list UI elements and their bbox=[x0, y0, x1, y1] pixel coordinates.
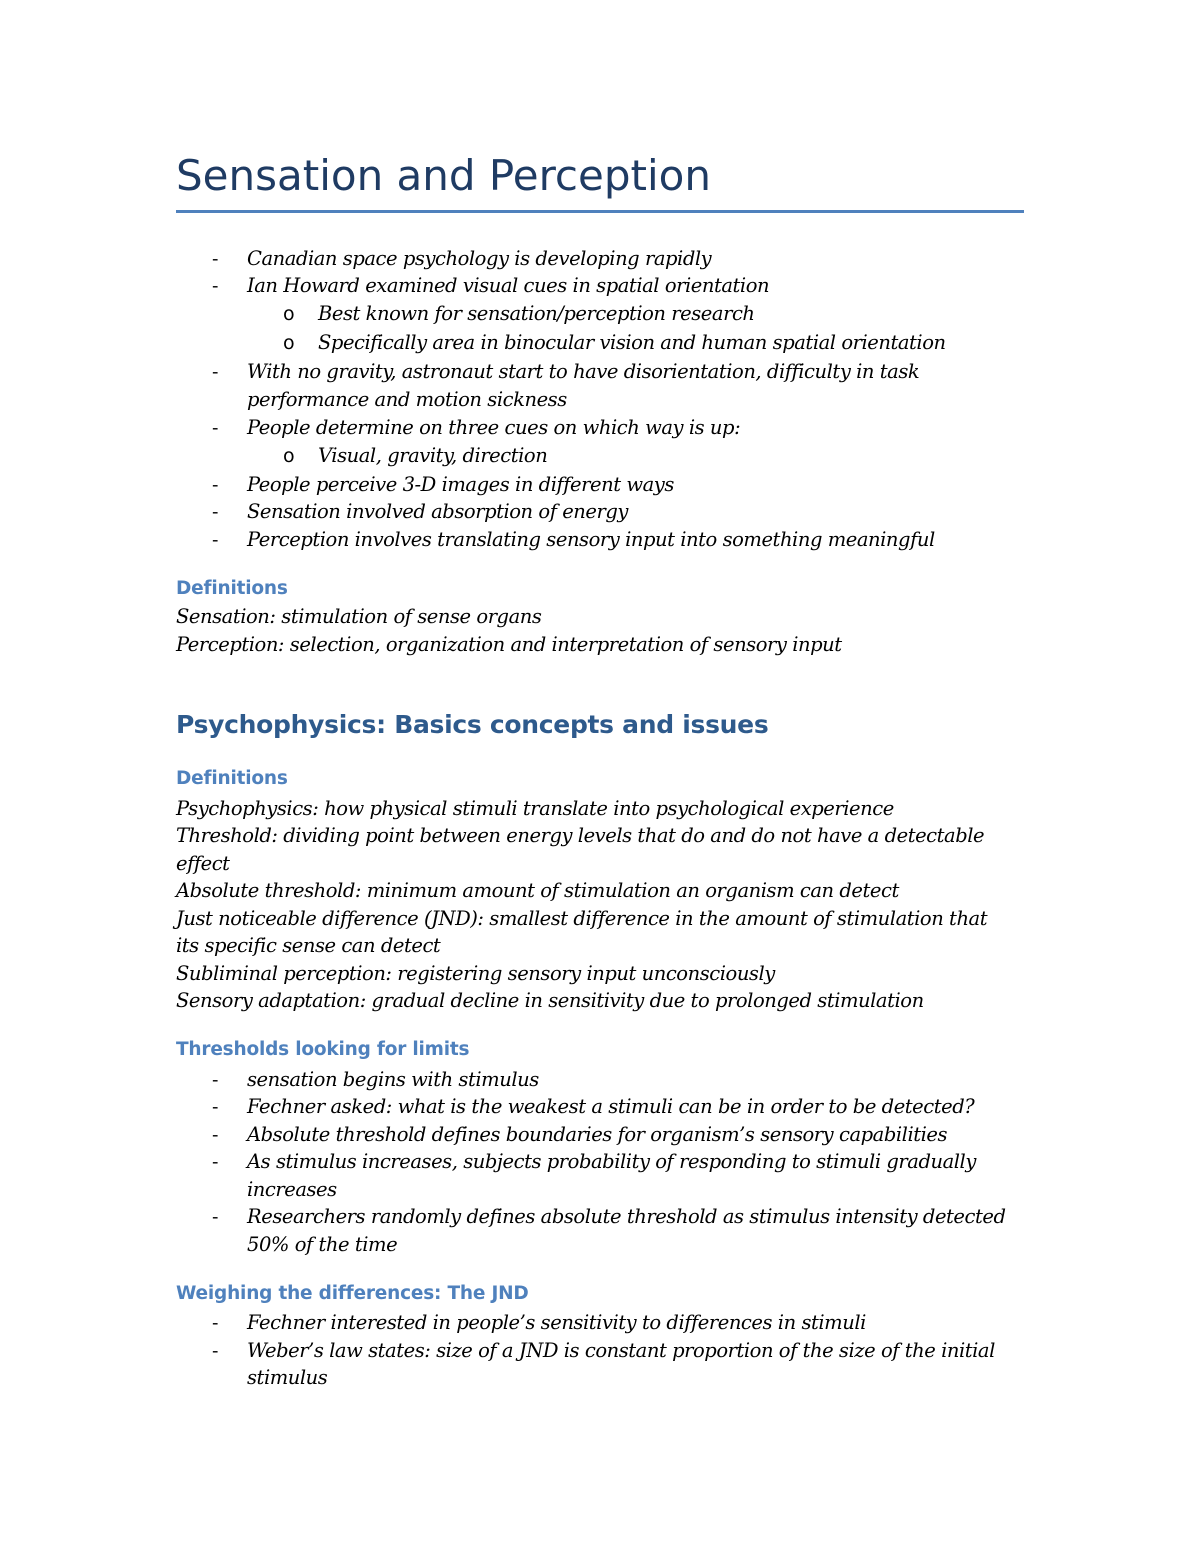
list-item: Researchers randomly defines absolute threshold as stimulus intensity detected bbox=[247, 1205, 1006, 1228]
definition-line: Sensory adaptation: gradual decline in sensitivity due to prolonged stimulation bbox=[176, 989, 924, 1012]
bullet-dash: - bbox=[212, 1340, 219, 1362]
list-item: Best known for sensation/perception research bbox=[318, 302, 755, 325]
bullet-dash: - bbox=[212, 474, 219, 496]
subsection-heading-thresholds: Thresholds looking for limits bbox=[176, 1039, 470, 1060]
bullet-dash: - bbox=[212, 1312, 219, 1334]
definition-line: Sensation: stimulation of sense organs bbox=[176, 605, 542, 628]
definition-line: Perception: selection, organization and interpretation of sensory input bbox=[176, 633, 842, 656]
definition-line: Subliminal perception: registering sensory input unconsciously bbox=[176, 962, 775, 985]
definition-line: Absolute threshold: minimum amount of stimulation an organism can detect bbox=[176, 879, 899, 902]
list-item: Specifically area in binocular vision and human spatial orientation bbox=[318, 331, 946, 354]
bullet-circle: o bbox=[283, 445, 295, 467]
bullet-dash: - bbox=[212, 248, 219, 270]
bullet-dash: - bbox=[212, 1124, 219, 1146]
bullet-circle: o bbox=[283, 332, 295, 354]
list-item: People determine on three cues on which way is up: bbox=[247, 416, 741, 439]
list-item: Fechner asked: what is the weakest a stimuli can be in order to be detected? bbox=[247, 1095, 975, 1118]
definition-line: Psychophysics: how physical stimuli translate into psychological experience bbox=[176, 797, 894, 820]
section-heading-definitions: Definitions bbox=[176, 578, 288, 599]
list-item: sensation begins with stimulus bbox=[247, 1068, 539, 1091]
bullet-dash: - bbox=[212, 1069, 219, 1091]
definition-line: Threshold: dividing point between energy levels that do and do not have a detectable bbox=[176, 824, 985, 847]
list-item: Sensation involved absorption of energy bbox=[247, 500, 628, 523]
list-item: As stimulus increases, subjects probability of responding to stimuli gradually bbox=[247, 1150, 976, 1173]
list-item: Fechner interested in people’s sensitivity to differences in stimuli bbox=[247, 1311, 866, 1334]
list-item: Absolute threshold defines boundaries for organism’s sensory capabilities bbox=[247, 1123, 948, 1146]
title-underline bbox=[176, 210, 1024, 213]
page-title: Sensation and Perception bbox=[176, 151, 711, 200]
bullet-dash: - bbox=[212, 417, 219, 439]
list-item: With no gravity, astronaut start to have disorientation, difficulty in task bbox=[247, 360, 920, 383]
list-item: Perception involves translating sensory input into something meaningful bbox=[247, 528, 935, 551]
bullet-dash: - bbox=[212, 529, 219, 551]
bullet-dash: - bbox=[212, 1206, 219, 1228]
subsection-heading-definitions: Definitions bbox=[176, 768, 288, 789]
list-item: Visual, gravity, direction bbox=[318, 444, 548, 467]
bullet-dash: - bbox=[212, 1096, 219, 1118]
section-heading-psychophysics: Psychophysics: Basics concepts and issues bbox=[176, 710, 769, 739]
list-item: Weber’s law states: size of a JND is constant proportion of the size of the initial bbox=[247, 1339, 995, 1362]
definition-line: Just noticeable difference (JND): smallest difference in the amount of stimulation that bbox=[176, 907, 988, 930]
definition-line-continuation: effect bbox=[176, 852, 230, 875]
bullet-dash: - bbox=[212, 275, 219, 297]
list-item-continuation: increases bbox=[247, 1178, 337, 1201]
list-item-continuation: stimulus bbox=[247, 1366, 328, 1389]
definition-line-continuation: its specific sense can detect bbox=[176, 934, 441, 957]
bullet-circle: o bbox=[283, 303, 295, 325]
list-item-continuation: 50% of the time bbox=[247, 1233, 398, 1256]
bullet-dash: - bbox=[212, 361, 219, 383]
list-item: Canadian space psychology is developing rapidly bbox=[247, 247, 712, 270]
subsection-heading-jnd: Weighing the differences: The JND bbox=[176, 1283, 529, 1304]
bullet-dash: - bbox=[212, 1151, 219, 1173]
bullet-dash: - bbox=[212, 501, 219, 523]
list-item: Ian Howard examined visual cues in spatial orientation bbox=[247, 274, 770, 297]
list-item-continuation: performance and motion sickness bbox=[247, 388, 567, 411]
list-item: People perceive 3-D images in different ways bbox=[247, 473, 674, 496]
